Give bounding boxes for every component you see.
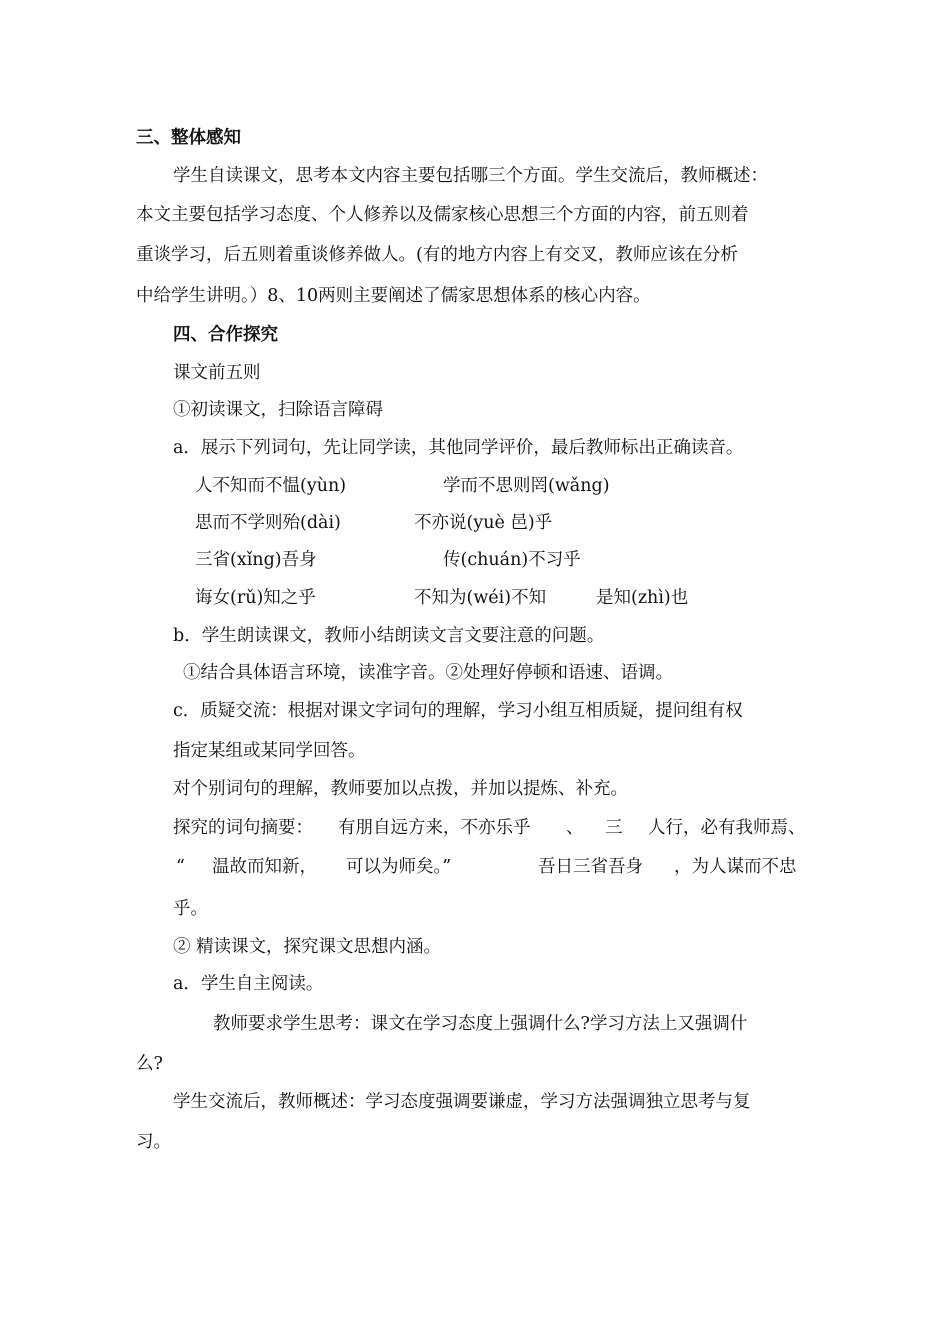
paragraph-line: 对个别词句的理解，教师要加以点拨，并加以提炼、补充。 <box>173 779 628 799</box>
paragraph-line: 学生交流后，教师概述：学习态度强调要谦虚，学习方法强调独立思考与复 <box>173 1092 751 1112</box>
excerpt-lead: 探究的词句摘要： <box>173 818 313 838</box>
excerpt-text: 乎。 <box>173 899 208 919</box>
word-pronunciation: 诲女(rǔ)知之乎 <box>195 588 316 608</box>
paragraph-line: 习。 <box>136 1132 171 1152</box>
step-1: ①初读课文，扫除语言障碍 <box>173 400 383 420</box>
excerpt-text: 可以为师矣。” <box>346 857 452 877</box>
item-c: c．质疑交流：根据对课文字词句的理解，学习小组互相质疑，提问组有权 <box>173 701 743 721</box>
excerpt-text: 、 <box>566 818 584 838</box>
excerpt-text: “ <box>176 857 185 877</box>
excerpt-text: 有朋自远方来，不亦乐乎 <box>338 818 531 838</box>
item-b: b．学生朗读课文，教师小结朗读文言文要注意的问题。 <box>173 626 605 646</box>
word-pronunciation: 思而不学则殆(dài) <box>195 513 341 533</box>
paragraph-line: 中给学生讲明。）8、10两则主要阐述了儒家思想体系的核心内容。 <box>136 286 651 306</box>
item-a: a．展示下列词句，先让同学读，其他同学评价，最后教师标出正确读音。 <box>173 438 744 458</box>
paragraph-line: 教师要求学生思考：课文在学习态度上强调什么?学习方法上又强调什 <box>213 1014 748 1034</box>
paragraph-line: 重谈学习，后五则着重谈修养做人。(有的地方内容上有交叉，教师应该在分析 <box>136 245 738 265</box>
section-4-heading: 四、合作探究 <box>173 325 278 345</box>
word-pronunciation: 学而不思则罔(wǎng) <box>443 476 610 496</box>
word-pronunciation: 传(chuán)不习乎 <box>443 550 581 570</box>
excerpt-text: 人行，必有我师焉、 <box>648 818 806 838</box>
paragraph-line: 么? <box>136 1054 163 1074</box>
word-pronunciation: 不亦说(yuè 邑)乎 <box>414 513 553 533</box>
excerpt-text: 温故而知新， <box>212 857 317 877</box>
item-a2: a．学生自主阅读。 <box>173 974 324 994</box>
paragraph-line: 本文主要包括学习态度、个人修养以及儒家核心思想三个方面的内容，前五则着 <box>136 205 749 225</box>
subheading: 课文前五则 <box>173 363 261 383</box>
step-2: ② 精读课文，探究课文思想内涵。 <box>173 937 442 957</box>
word-pronunciation: 不知为(wéi)不知 <box>414 588 547 608</box>
paragraph-line: 学生自读课文，思考本文内容主要包括哪三个方面。学生交流后，教师概述： <box>173 166 768 186</box>
excerpt-text: ，为人谋而不忠 <box>674 857 797 877</box>
word-pronunciation: 是知(zhì)也 <box>596 588 689 608</box>
excerpt-text: 三 <box>605 818 623 838</box>
item-c-cont: 指定某组或某同学回答。 <box>173 741 366 761</box>
item-b-note: ①结合具体语言环境，读准字音。②处理好停顿和语速、语调。 <box>183 663 673 683</box>
word-pronunciation: 三省(xǐng)吾身 <box>195 550 317 570</box>
excerpt-text: 吾日三省吾身 <box>538 857 643 877</box>
word-pronunciation: 人不知而不愠(yùn) <box>195 476 347 496</box>
section-3-heading: 三、整体感知 <box>136 128 241 148</box>
